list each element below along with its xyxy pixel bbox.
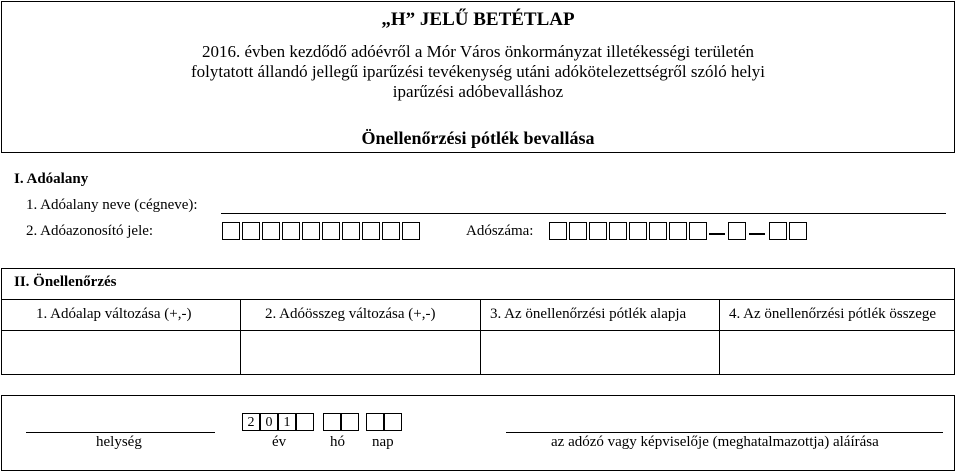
tax-number-dash-1 [709,233,725,235]
month-box[interactable] [323,413,341,431]
header-line-3: iparűzési adóbevalláshoz [392,82,564,101]
tax-number-digit-box[interactable] [789,222,807,240]
day-box[interactable] [384,413,402,431]
column-header-3: 3. Az önellenőrzési pótlék alapja [490,306,687,322]
taxpayer-name-field[interactable] [221,213,946,214]
tax-number-digit-box[interactable] [589,222,607,240]
tax-id-digit-box[interactable] [222,222,240,240]
signer-label: az adózó vagy képviselője (meghatalmazottja) aláírása [551,434,879,450]
form-title: „H” JELŰ BETÉTLAP [381,9,575,30]
signature-line[interactable] [506,432,943,433]
tax-number-digit-box[interactable] [549,222,567,240]
taxpayer-name-label: 1. Adóalany neve (cégneve): [26,197,198,213]
tax-number-digit-box[interactable] [689,222,707,240]
tax-id-label: 2. Adóazonosító jele: [26,223,154,239]
tax-number-digit-box[interactable] [769,222,787,240]
tax-id-digit-box[interactable] [402,222,420,240]
month-label: hó [330,434,345,450]
self-revision-table [1,268,955,375]
day-label: nap [372,434,394,450]
tax-id-digit-box[interactable] [342,222,360,240]
year-box[interactable] [296,413,314,431]
day-box[interactable] [366,413,384,431]
tax-number-digit-box[interactable] [669,222,687,240]
tax-number-label: Adószáma: [466,223,534,239]
section-1-heading: I. Adóalany [14,171,89,187]
tax-id-digit-box[interactable] [322,222,340,240]
column-header-4: 4. Az önellenőrzési pótlék összege [729,306,937,322]
column-header-2: 2. Adóösszeg változása (+,-) [265,306,436,322]
tax-number-digit-box[interactable] [629,222,647,240]
year-box[interactable]: 1 [278,413,296,431]
tax-number-digit-box[interactable] [609,222,627,240]
table-divider-top [2,299,954,300]
month-box[interactable] [341,413,359,431]
tax-number-digit-box[interactable] [728,222,746,240]
tax-id-digit-box[interactable] [382,222,400,240]
tax-number-digit-box[interactable] [569,222,587,240]
surcharge-base-field[interactable] [481,331,719,374]
tax-number-digit-box[interactable] [649,222,667,240]
tax-base-change-field[interactable] [2,331,240,374]
tax-id-digit-box[interactable] [362,222,380,240]
year-label: év [272,434,287,450]
tax-id-digit-box[interactable] [262,222,280,240]
header-line-2: folytatott állandó jellegű iparűzési tevékenység utáni adókötelezettségről szóló helyi [190,62,766,81]
place-label: helység [96,434,142,450]
surcharge-amount-field[interactable] [720,331,954,374]
tax-amount-change-field[interactable] [241,331,480,374]
section-2-heading: II. Önellenőrzés [14,274,117,290]
signature-section [1,395,955,471]
year-box[interactable]: 2 [242,413,260,431]
tax-number-dash-2 [749,233,765,235]
year-box[interactable]: 0 [260,413,278,431]
tax-id-digit-box[interactable] [282,222,300,240]
column-header-1: 1. Adóalap változása (+,-) [36,306,192,322]
tax-id-digit-box[interactable] [302,222,320,240]
header-line-1: 2016. évben kezdődő adóévről a Mór Város önkormányzat illetékességi területén [201,42,754,61]
tax-id-digit-box[interactable] [242,222,260,240]
place-line[interactable] [26,432,215,433]
form-header [1,1,955,153]
form-subtitle: Önellenőrzési pótlék bevallása [361,128,595,148]
